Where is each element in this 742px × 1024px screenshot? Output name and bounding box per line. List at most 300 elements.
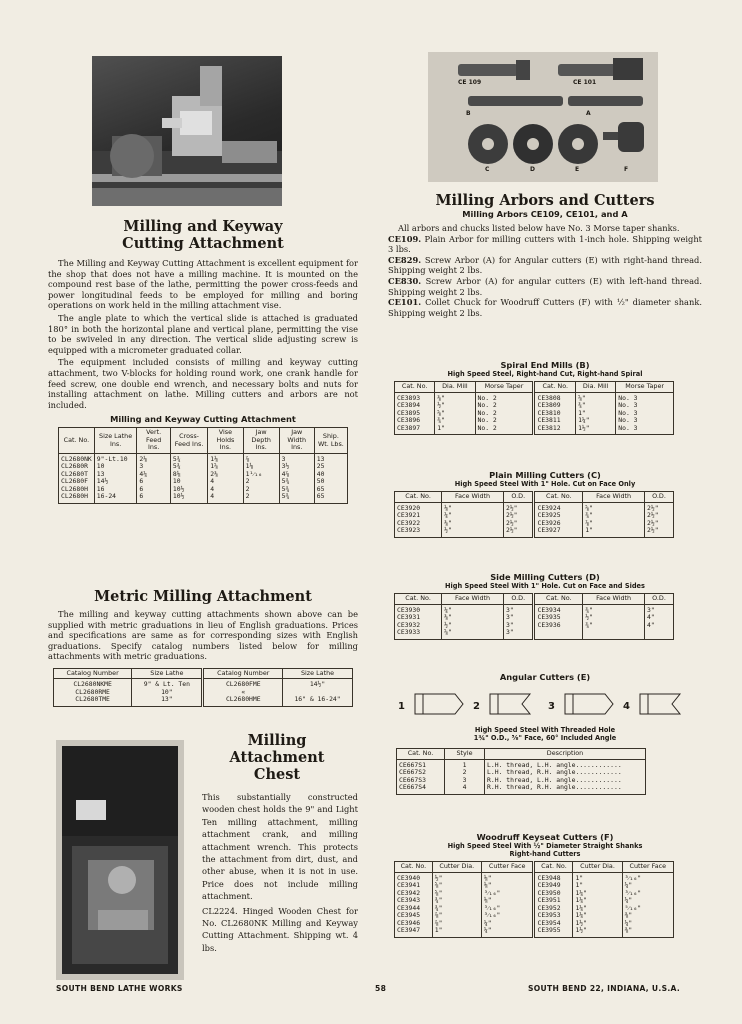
- footer-left: SOUTH BEND LATHE WORKS: [56, 984, 183, 993]
- plain-cell: 2½": [503, 512, 534, 520]
- spiral-cell: 1¼": [576, 417, 616, 425]
- woodruff-cell: CE3952: [534, 905, 573, 913]
- keyway-cell: 1⅛: [208, 453, 243, 463]
- woodruff-header: Cat. No.: [395, 862, 433, 873]
- woodruff-cell: 1½": [573, 927, 622, 937]
- keyway-cell: 2⅛: [137, 453, 171, 463]
- angular-cell: 4: [445, 784, 485, 794]
- spiral-cell: No. 2: [475, 417, 534, 425]
- plain-cell: ⅞": [583, 520, 645, 528]
- plain-header: Face Width: [442, 492, 504, 503]
- keyway-cell: 3½: [279, 463, 314, 471]
- keyway-header: Vert. Feed Ins.: [137, 428, 171, 454]
- spiral-cell: ½": [435, 402, 475, 410]
- side-cell: 4": [645, 622, 674, 630]
- chest-section: [196, 732, 358, 954]
- keyway-cell: 10½: [170, 486, 207, 494]
- woodruff-cell: CE3947: [395, 927, 433, 937]
- side-header: O.D.: [645, 594, 674, 605]
- keyway-cell: 3: [279, 453, 314, 463]
- woodruff-cell: ¼": [481, 927, 534, 937]
- angular-style-4: 4: [623, 701, 630, 712]
- woodruff-cell: 1": [432, 927, 481, 937]
- woodruff-cell: 1¼": [573, 890, 622, 898]
- side-cell: CE3931: [395, 614, 442, 622]
- spiral-cell: ¾": [435, 417, 475, 425]
- table-row: [395, 604, 674, 614]
- keyway-cell: 6: [137, 486, 171, 494]
- spiral-cell: CE3812: [534, 425, 576, 435]
- metric-table: [53, 668, 353, 707]
- side-cell: 3": [645, 604, 674, 614]
- plain-cell: CE3921: [395, 512, 442, 520]
- keyway-header: Cat. No.: [59, 428, 95, 454]
- angular-style-2: 2: [473, 701, 480, 712]
- woodruff-section: [388, 832, 702, 938]
- woodruff-cell: CE3950: [534, 890, 573, 898]
- spiral-cell: No. 3: [616, 410, 674, 418]
- woodruff-table: [394, 861, 674, 938]
- side-section: [388, 572, 702, 640]
- arbors-section: [388, 192, 702, 318]
- spiral-cell: ⅜": [435, 392, 475, 402]
- woodruff-cell: ½": [432, 872, 481, 882]
- table-row: [395, 425, 674, 435]
- keyway-paragraph-2: The angle plate to which the vertical slide is attached is graduated 180° in both the horizontal plane and vertical plane, permitting the vise to be swiveled in any direction. The vertical slide adjusting screw is equipped with a micrometer graduated collar.: [48, 312, 358, 355]
- side-cell: ⅝": [442, 629, 504, 639]
- spiral-header: Morse Taper: [475, 382, 534, 393]
- woodruff-cell: CE3946: [395, 920, 433, 928]
- side-header: Cat. No.: [395, 594, 442, 605]
- woodruff-cell: ¼": [622, 920, 673, 928]
- spiral-sub: High Speed Steel, Right-hand Cut, Right-hand Spiral: [447, 370, 643, 378]
- woodruff-cell: 1¼": [573, 905, 622, 913]
- angular-cell: CE667S2: [397, 769, 445, 777]
- arbors-title: Milling Arbors and Cutters: [435, 192, 655, 209]
- plain-cell: 2½": [645, 520, 674, 528]
- keyway-header: Jaw Width Ins.: [279, 428, 314, 454]
- keyway-header: Ship. Wt. Lbs.: [314, 428, 347, 454]
- spiral-cell: ⅝": [435, 410, 475, 418]
- plain-cell: 2½": [503, 502, 534, 512]
- page-number: 58: [375, 984, 387, 993]
- spiral-cell: CE3811: [534, 417, 576, 425]
- woodruff-cell: CE3945: [395, 912, 433, 920]
- chest-title-line1: Milling: [247, 732, 307, 749]
- milling-attachment-photo: [92, 56, 282, 206]
- woodruff-cell: CE3951: [534, 897, 573, 905]
- keyway-cell: 14½: [94, 478, 137, 486]
- side-cell: [645, 629, 674, 639]
- keyway-paragraph-1: The Milling and Keyway Cutting Attachment is excellent equipment for the shop that does not have a milling machine. It is mounted on the compound rest base of the lathe, permitting the power cross-feeds and power longitudinal feeds to be employed for milling and boring operations on work held in the milling attachment vise.: [48, 258, 358, 311]
- keyway-cell: CL2680H: [59, 493, 95, 503]
- keyway-cell: 2: [243, 478, 279, 486]
- angular-sub1: High Speed Steel With Threaded Hole: [474, 726, 616, 734]
- chest-paragraph-2: CL2224. Hinged Wooden Chest for No. CL2680NK Milling and Keyway Cutting Attachment. Shipping wt. 4 lbs.: [202, 905, 358, 953]
- woodruff-cell: ⅛": [481, 882, 534, 890]
- keyway-cell: 2: [243, 493, 279, 503]
- table-row: [395, 527, 674, 537]
- photo-label-ce109: CE 109: [458, 79, 482, 86]
- side-cell: ¼": [442, 604, 504, 614]
- angular-cell: CE667S1: [397, 759, 445, 769]
- keyway-title-line2: Cutting Attachment: [122, 235, 284, 252]
- side-cell: 3": [503, 604, 534, 614]
- spiral-header: Dia. Mill: [576, 382, 616, 393]
- spiral-cell: No. 2: [475, 392, 534, 402]
- side-cell: ¾": [583, 604, 645, 614]
- spiral-header: Cat. No.: [534, 382, 576, 393]
- table-row: [397, 784, 646, 794]
- arbors-cutters-photo: [428, 52, 658, 182]
- woodruff-cell: ¾": [432, 905, 481, 913]
- side-cell: CE3930: [395, 604, 442, 614]
- side-cell: ½": [583, 614, 645, 622]
- keyway-cell: 10: [170, 478, 207, 486]
- plain-cell: ¾": [583, 512, 645, 520]
- angular-cell: L.H. thread, L.H. angle............: [485, 759, 646, 769]
- woodruff-cell: ⅞": [432, 920, 481, 928]
- woodruff-sub1: High Speed Steel With ½" Diameter Straight Shanks: [447, 842, 643, 850]
- photo-label-c: C: [485, 166, 490, 173]
- plain-cell: CE3920: [395, 502, 442, 512]
- side-cell: CE3936: [534, 622, 583, 630]
- woodruff-cell: ⅝": [432, 882, 481, 890]
- woodruff-cell: ³⁄₁₆": [481, 890, 534, 898]
- keyway-header: Cross-Feed Ins.: [170, 428, 207, 454]
- side-cell: CE3935: [534, 614, 583, 622]
- table-row: [395, 502, 674, 512]
- spiral-cell: No. 3: [616, 402, 674, 410]
- keyway-cell: CL2680H: [59, 486, 95, 494]
- woodruff-cell: CE3942: [395, 890, 433, 898]
- spiral-cell: ¾": [576, 402, 616, 410]
- photo-label-d: D: [530, 166, 535, 173]
- keyway-cell: 16-24: [94, 493, 137, 503]
- woodruff-sub2: Right-hand Cutters: [509, 850, 581, 858]
- keyway-cell: 10: [94, 463, 137, 471]
- angular-cell: CE667S3: [397, 777, 445, 785]
- woodruff-cell: 1¼": [573, 912, 622, 920]
- plain-cell: ⅜": [442, 520, 504, 528]
- side-cell: 3": [503, 614, 534, 622]
- keyway-cell: ⅞: [243, 453, 279, 463]
- woodruff-cell: ⅝": [432, 890, 481, 898]
- angular-cell: 1: [445, 759, 485, 769]
- plain-cell: CE3922: [395, 520, 442, 528]
- metric-section: [48, 588, 358, 707]
- angular-style-3: 3: [548, 701, 555, 712]
- keyway-section: [48, 218, 358, 504]
- side-table: [394, 593, 674, 640]
- keyway-cell: 65: [314, 493, 347, 503]
- side-cell: ⅜": [442, 614, 504, 622]
- plain-header: Cat. No.: [534, 492, 583, 503]
- metric-header: Catalog Number: [203, 668, 283, 679]
- angular-cutters-diagram: [395, 686, 695, 724]
- side-cell: CE3932: [395, 622, 442, 630]
- keyway-cell: 40: [314, 471, 347, 479]
- angular-cell: 3: [445, 777, 485, 785]
- metric-header: Catalog Number: [54, 668, 132, 679]
- angular-title: Angular Cutters (E): [499, 672, 591, 682]
- keyway-cell: 5¾: [279, 486, 314, 494]
- angular-style-1: 1: [398, 701, 405, 712]
- woodruff-cell: CE3943: [395, 897, 433, 905]
- plain-title: Plain Milling Cutters (C): [489, 470, 601, 480]
- woodruff-cell: CE3953: [534, 912, 573, 920]
- keyway-cell: 4⅞: [279, 471, 314, 479]
- keyway-cell: 50: [314, 478, 347, 486]
- table-row: [59, 493, 348, 503]
- keyway-cell: 65: [314, 486, 347, 494]
- arbor-item: CE829. Screw Arbor (A) for Angular cutters (E) with right-hand thread. Shipping weight 2 lbs.: [388, 254, 702, 276]
- woodruff-cell: CE3949: [534, 882, 573, 890]
- spiral-section: [388, 360, 702, 435]
- side-header: Cat. No.: [534, 594, 583, 605]
- plain-cell: 2½": [645, 527, 674, 537]
- woodruff-cell: CE3955: [534, 927, 573, 937]
- woodruff-cell: ³⁄₁₆": [481, 912, 534, 920]
- side-cell: [583, 629, 645, 639]
- metric-header: Size Lathe: [283, 668, 353, 679]
- photo-label-e: E: [575, 166, 580, 173]
- woodruff-header: Cutter Dia.: [432, 862, 481, 873]
- arbor-item: CE109. Plain Arbor for milling cutters with 1-inch hole. Shipping weight 3 lbs.: [388, 233, 703, 255]
- woodruff-cell: 1½": [573, 920, 622, 928]
- keyway-cell: 9"-Lt.10: [94, 453, 137, 463]
- metric-cell: CL2680NKME CL2680RME CL2680TME: [54, 679, 132, 707]
- plain-cell: ½": [442, 527, 504, 537]
- keyway-cell: 4¼: [137, 471, 171, 479]
- keyway-cell: 1⅝: [208, 463, 243, 471]
- keyway-cell: 5¾: [170, 463, 207, 471]
- angular-cell: R.H. thread, L.H. angle............: [485, 777, 646, 785]
- table-row: [395, 520, 674, 528]
- plain-sub: High Speed Steel With 1" Hole. Cut on Face Only: [454, 480, 636, 488]
- metric-cell: 9" & Lt. Ten 10" 13": [132, 679, 203, 707]
- spiral-header: Morse Taper: [616, 382, 674, 393]
- angular-cell: CE667S4: [397, 784, 445, 794]
- plain-header: Face Width: [583, 492, 645, 503]
- woodruff-cell: ⅜": [622, 912, 673, 920]
- keyway-cell: 10½: [170, 493, 207, 503]
- plain-cell: 2½": [503, 527, 534, 537]
- keyway-cell: CL2680F: [59, 478, 95, 486]
- woodruff-header: Cat. No.: [534, 862, 573, 873]
- keyway-cell: 5¾: [170, 453, 207, 463]
- side-cell: [534, 629, 583, 639]
- keyway-cell: 6: [137, 478, 171, 486]
- chest-paragraph-1: This substantially constructed wooden chest holds the 9" and Light Ten milling attachment, milling attachment crank, and milling attachment wrench. This protects the attachment from dirt, dust, and other abuse, when it is not in use. Price does not include milling attachment.: [202, 792, 358, 902]
- side-header: Face Width: [442, 594, 504, 605]
- photo-label-a: A: [586, 110, 591, 117]
- side-cell: 3": [503, 629, 534, 639]
- woodruff-cell: ¼": [622, 882, 673, 890]
- keyway-cell: 13: [94, 471, 137, 479]
- arbors-intro: All arbors and chucks listed below have No. 3 Morse taper shanks.: [398, 223, 680, 233]
- side-cell: CE3933: [395, 629, 442, 639]
- table-row: [395, 614, 674, 622]
- woodruff-cell: 1¼": [573, 897, 622, 905]
- spiral-cell: CE3810: [534, 410, 576, 418]
- plain-cell: ¼": [442, 512, 504, 520]
- spiral-cell: ⅝": [576, 392, 616, 402]
- spiral-cell: 1": [435, 425, 475, 435]
- plain-table: [394, 491, 674, 538]
- woodruff-cell: ⅛": [481, 897, 534, 905]
- arbor-item: CE101. Collet Chuck for Woodruff Cutters (F) with ½" diameter shank. Shipping weight 2 lbs.: [388, 297, 702, 318]
- woodruff-cell: ⅛": [481, 872, 534, 882]
- woodruff-header: Cutter Face: [622, 862, 673, 873]
- plain-header: O.D.: [503, 492, 534, 503]
- arbors-subtitle: Milling Arbors CE109, CE101, and A: [462, 209, 628, 219]
- keyway-cell: 8⅛: [170, 471, 207, 479]
- keyway-cell: 4: [208, 493, 243, 503]
- spiral-cell: CE3896: [395, 417, 435, 425]
- keyway-table-caption: Milling and Keyway Cutting Attachment: [110, 414, 296, 425]
- side-cell: 4": [645, 614, 674, 622]
- spiral-cell: No. 2: [475, 410, 534, 418]
- footer-right: SOUTH BEND 22, INDIANA, U.S.A.: [528, 984, 681, 993]
- keyway-cell: 2: [243, 486, 279, 494]
- keyway-cell: 3: [137, 463, 171, 471]
- keyway-cell: 5¾: [279, 478, 314, 486]
- angular-header: Style: [445, 749, 485, 760]
- plain-cell: CE3925: [534, 512, 583, 520]
- plain-cell: ⅝": [583, 502, 645, 512]
- angular-cell: 2: [445, 769, 485, 777]
- angular-header: Description: [485, 749, 646, 760]
- keyway-title-line1: Milling and Keyway: [123, 218, 283, 235]
- angular-section: [388, 672, 702, 795]
- chest-title-line2: Attachment: [229, 749, 325, 766]
- table-row: [395, 927, 674, 937]
- chest-title-line3: Chest: [253, 766, 301, 783]
- keyway-cell: 5¾: [279, 493, 314, 503]
- keyway-cell: CL2680R: [59, 463, 95, 471]
- side-cell: 3": [503, 622, 534, 630]
- woodruff-cell: ¼": [622, 897, 673, 905]
- side-cell: ½": [442, 622, 504, 630]
- plain-cell: CE3927: [534, 527, 583, 537]
- plain-header: O.D.: [645, 492, 674, 503]
- woodruff-cell: ³⁄₁₆": [622, 872, 673, 882]
- metric-paragraph: The milling and keyway cutting attachments shown above can be supplied with metric graduations in lieu of English graduations. Prices and specifications are same as for corresponding sizes with English graduations. Specify catalog numbers listed below for milling attachments with metric graduations.: [48, 609, 358, 662]
- metric-title: Metric Milling Attachment: [94, 588, 312, 605]
- angular-table: [396, 748, 646, 795]
- woodruff-cell: CE3940: [395, 872, 433, 882]
- spiral-cell: 1½": [576, 425, 616, 435]
- keyway-cell: CL2680T: [59, 471, 95, 479]
- plain-cell: CE3924: [534, 502, 583, 512]
- plain-cell: CE3923: [395, 527, 442, 537]
- woodruff-cell: CE3941: [395, 882, 433, 890]
- metric-header: Size Lathe: [132, 668, 203, 679]
- keyway-header: Vise Holds Ins.: [208, 428, 243, 454]
- woodruff-cell: ³⁄₁₆": [622, 890, 673, 898]
- plain-section: [388, 470, 702, 538]
- spiral-cell: CE3897: [395, 425, 435, 435]
- spiral-cell: CE3895: [395, 410, 435, 418]
- woodruff-cell: CE3948: [534, 872, 573, 882]
- metric-cell: CL2680FME « CL2680HME: [203, 679, 283, 707]
- woodruff-cell: ³⁄₁₆": [481, 905, 534, 913]
- chest-photo: [56, 740, 184, 980]
- plain-cell: 2½": [503, 520, 534, 528]
- spiral-header: Dia. Mill: [435, 382, 475, 393]
- keyway-cell: 1⅛: [243, 463, 279, 471]
- arbor-item: CE830. Screw Arbor (A) for angular cutters (E) with left-hand thread. Shipping weight 2 lbs.: [388, 275, 702, 297]
- woodruff-title: Woodruff Keyseat Cutters (F): [476, 832, 614, 842]
- woodruff-cell: 1": [573, 882, 622, 890]
- spiral-cell: No. 2: [475, 425, 534, 435]
- spiral-cell: CE3894: [395, 402, 435, 410]
- side-header: Face Width: [583, 594, 645, 605]
- spiral-cell: CE3893: [395, 392, 435, 402]
- spiral-cell: CE3808: [534, 392, 576, 402]
- spiral-cell: No. 2: [475, 402, 534, 410]
- angular-sub2: 1¾" O.D., ⅝" Face, 60° Included Angle: [473, 734, 617, 742]
- side-cell: CE3934: [534, 604, 583, 614]
- plain-cell: 2½": [645, 502, 674, 512]
- plain-cell: CE3926: [534, 520, 583, 528]
- plain-cell: 2½": [645, 512, 674, 520]
- spiral-title: Spiral End Mills (B): [500, 360, 590, 370]
- spiral-cell: No. 3: [616, 417, 674, 425]
- side-cell: ¾": [583, 622, 645, 630]
- woodruff-cell: 1": [573, 872, 622, 882]
- keyway-cell: 4: [208, 478, 243, 486]
- woodruff-cell: ¼": [481, 920, 534, 928]
- angular-cell: R.H. thread, R.H. angle............: [485, 784, 646, 794]
- table-row: [395, 622, 674, 630]
- woodruff-cell: ⅞": [432, 912, 481, 920]
- keyway-cell: CL2680NK: [59, 453, 95, 463]
- keyway-table: [58, 427, 348, 504]
- woodruff-cell: ¾": [432, 897, 481, 905]
- spiral-header: Cat. No.: [395, 382, 435, 393]
- photo-label-b: B: [466, 110, 471, 117]
- keyway-cell: 25: [314, 463, 347, 471]
- spiral-cell: 1": [576, 410, 616, 418]
- side-sub: High Speed Steel With 1" Hole. Cut on Face and Sides: [445, 582, 645, 590]
- keyway-cell: 13: [314, 453, 347, 463]
- plain-cell: ⅛": [442, 502, 504, 512]
- woodruff-header: Cutter Face: [481, 862, 534, 873]
- table-row: [395, 512, 674, 520]
- keyway-cell: 16: [94, 486, 137, 494]
- woodruff-cell: ⅜": [622, 927, 673, 937]
- spiral-cell: CE3809: [534, 402, 576, 410]
- photo-label-ce101: CE 101: [573, 79, 597, 86]
- plain-cell: 1": [583, 527, 645, 537]
- side-header: O.D.: [503, 594, 534, 605]
- keyway-cell: 6: [137, 493, 171, 503]
- plain-header: Cat. No.: [395, 492, 442, 503]
- woodruff-cell: CE3954: [534, 920, 573, 928]
- table-row: [395, 629, 674, 639]
- spiral-table: [394, 381, 674, 435]
- keyway-cell: 4: [208, 486, 243, 494]
- spiral-cell: No. 3: [616, 392, 674, 402]
- angular-cell: L.H. thread, R.H. angle............: [485, 769, 646, 777]
- woodruff-cell: ⁵⁄₁₆": [622, 905, 673, 913]
- side-title: Side Milling Cutters (D): [490, 572, 600, 582]
- woodruff-header: Cutter Dia.: [573, 862, 622, 873]
- keyway-cell: 1¹⁄₁₆: [243, 471, 279, 479]
- keyway-header: Size Lathe Ins.: [94, 428, 137, 454]
